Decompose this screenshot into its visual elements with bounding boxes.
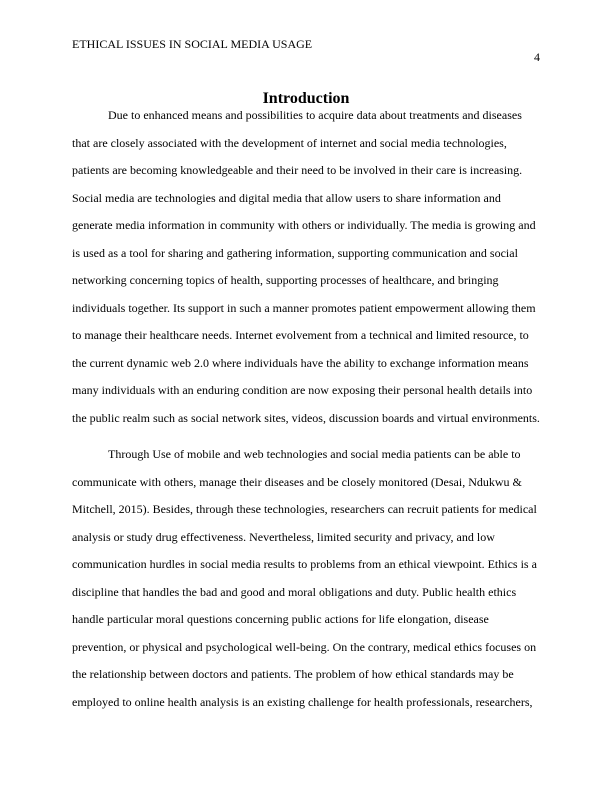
text-line: generate media information in community with others or individually. The media is growing and: [72, 218, 536, 232]
text-line: communicate with others, manage their diseases and be closely monitored (Desai, Ndukwu &: [72, 474, 522, 489]
text-line: many individuals with an enduring condition are now exposing their personal health details into: [72, 383, 533, 397]
text-line: the relationship between doctors and patients. The problem of how ethical standards may be: [72, 667, 514, 681]
text-line: Social media are technologies and digital media that allow users to share information and: [72, 190, 501, 205]
text-line: networking concerning topics of health, supporting processes of healthcare, and bringing: [72, 273, 499, 287]
text-line: Mitchell, 2015). Besides, through these technologies, researchers can recruit patients for medical: [72, 502, 537, 516]
text-line: to manage their healthcare needs. Internet evolvement from a technical and limited resource, to: [72, 328, 529, 342]
text-line: Due to enhanced means and possibilities to acquire data about treatments and diseases: [108, 108, 522, 122]
text-line: patients are becoming knowledgeable and their need to be involved in their care is increasing.: [72, 163, 523, 177]
text-line: is used as a tool for sharing and gathering information, supporting communication and social: [72, 245, 518, 260]
text-line: the current dynamic web 2.0 where individuals have the ability to exchange information means: [72, 355, 529, 370]
text-line: employed to online health analysis is an existing challenge for health professionals, researchers,: [72, 694, 533, 709]
paragraph: [72, 441, 544, 716]
section-title: Introduction: [262, 90, 350, 107]
text-line: communication hurdles in social media results to problems from an ethical viewpoint. Ethics is a: [72, 557, 537, 571]
text-line: individuals together. Its support in such a manner promotes patient empowerment allowing them: [72, 300, 536, 315]
text-line: that are closely associated with the development of internet and social media technologies,: [72, 135, 507, 150]
text-line: handle particular moral questions concerning public actions for life elongation, disease: [72, 612, 489, 626]
text-line: discipline that handles the bad and good and moral obligations and duty. Public health ethics: [72, 584, 517, 599]
paragraph: [72, 102, 544, 432]
page-number: 4: [534, 50, 540, 64]
text-line: analysis or study drug effectiveness. Nevertheless, limited security and privacy, and low: [72, 529, 495, 544]
text-line: Through Use of mobile and web technologies and social media patients can be able to: [108, 447, 521, 461]
text-line: the public realm such as social network sites, videos, discussion boards and virtual environments.: [72, 410, 540, 425]
running-head: ETHICAL ISSUES IN SOCIAL MEDIA USAGE: [72, 37, 313, 51]
text-line: prevention, or physical and psychological well-being. On the contrary, medical ethics focuses on: [72, 639, 537, 654]
